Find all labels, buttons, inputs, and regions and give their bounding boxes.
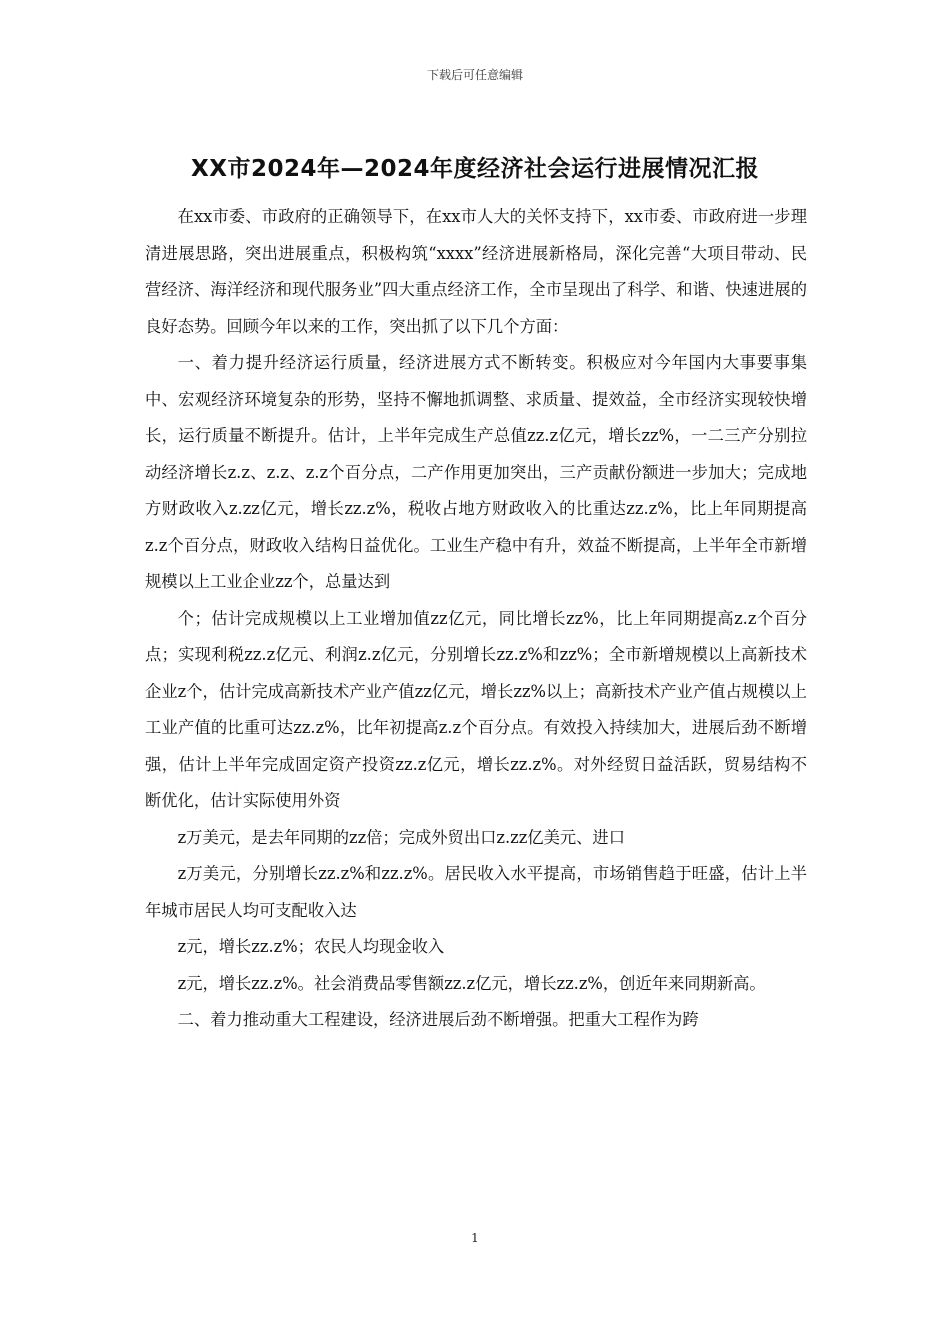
paragraph-intro: 在xx市委、市政府的正确领导下，在xx市人大的关怀支持下，xx市委、市政府进一步理清进展思路，突出进展重点，积极构筑“xxxx”经济进展新格局，深化完善“大项目带动、民营经济、海洋经济和现代服务业”四大重点经济工作，全市呈现出了科学、和谐、快速进展的良好态势。回顾今年以来的工作，突出抓了以下几个方面： (145, 207, 807, 336)
paragraph-industry: 个；估计完成规模以上工业增加值zz亿元，同比增长zz%，比上年同期提高z.z个百分点；实现利税zz.z亿元、利润z.z亿元，分别增长zz.z%和zz%；全市新增规模以上高新技术企业z个，估计完成高新技术产业产值zz亿元，增长zz%以上；高新技术产业产值占规模以上工业产值的比重可达zz.z%，比年初提高z.z个百分点。有效投入持续加大，进展后劲不断增强，估计上半年完成固定资产投资zz.z亿元，增长zz.z%。对外经贸日益活跃，贸易结构不断优化，估计实际使用外资 (145, 608, 807, 810)
document-body (145, 199, 807, 1039)
paragraph-import: z万美元，分别增长zz.z%和zz.z%。居民收入水平提高，市场销售趋于旺盛，估计上半年城市居民人均可支配收入达 (145, 864, 807, 920)
paragraph-urban-income: z元，增长zz.z%；农民人均现金收入 (177, 937, 445, 956)
document-title: XX市2024年—2024年度经济社会运行进展情况汇报 (191, 156, 759, 182)
paragraph-rural-income: z元，增长zz.z%。社会消费品零售额zz.z亿元，增长zz.z%，创近年来同期新高。 (177, 973, 766, 993)
page-number: 1 (471, 1231, 479, 1245)
paragraph-section-2: 二、着力推动重大工程建设，经济进展后劲不断增强。把重大工程作为跨 (177, 1010, 699, 1029)
header-note: 下载后可任意编辑 (426, 68, 523, 82)
paragraph-export: z万美元，是去年同期的zz倍；完成外贸出口z.zz亿美元、进口 (177, 827, 625, 847)
paragraph-section-1: 一、着力提升经济运行质量，经济进展方式不断转变。积极应对今年国内大事要事集中、宏观经济环境复杂的形势，坚持不懈地抓调整、求质量、提效益，全市经济实现较快增长，运行质量不断提升。估计，上半年完成生产总值zz.z亿元，增长zz%，一二三产分别拉动经济增长z.z、z.z、z.z个百分点，二产作用更加突出，三产贡献份额进一步加大；完成地方财政收入z.zz亿元，增长zz.z%，税收占地方财政收入的比重达zz.z%，比上年同期提高z.z个百分点，财政收入结构日益优化。工业生产稳中有升，效益不断提高，上半年全市新增规模以上工业企业zz个，总量达到 (145, 353, 807, 591)
